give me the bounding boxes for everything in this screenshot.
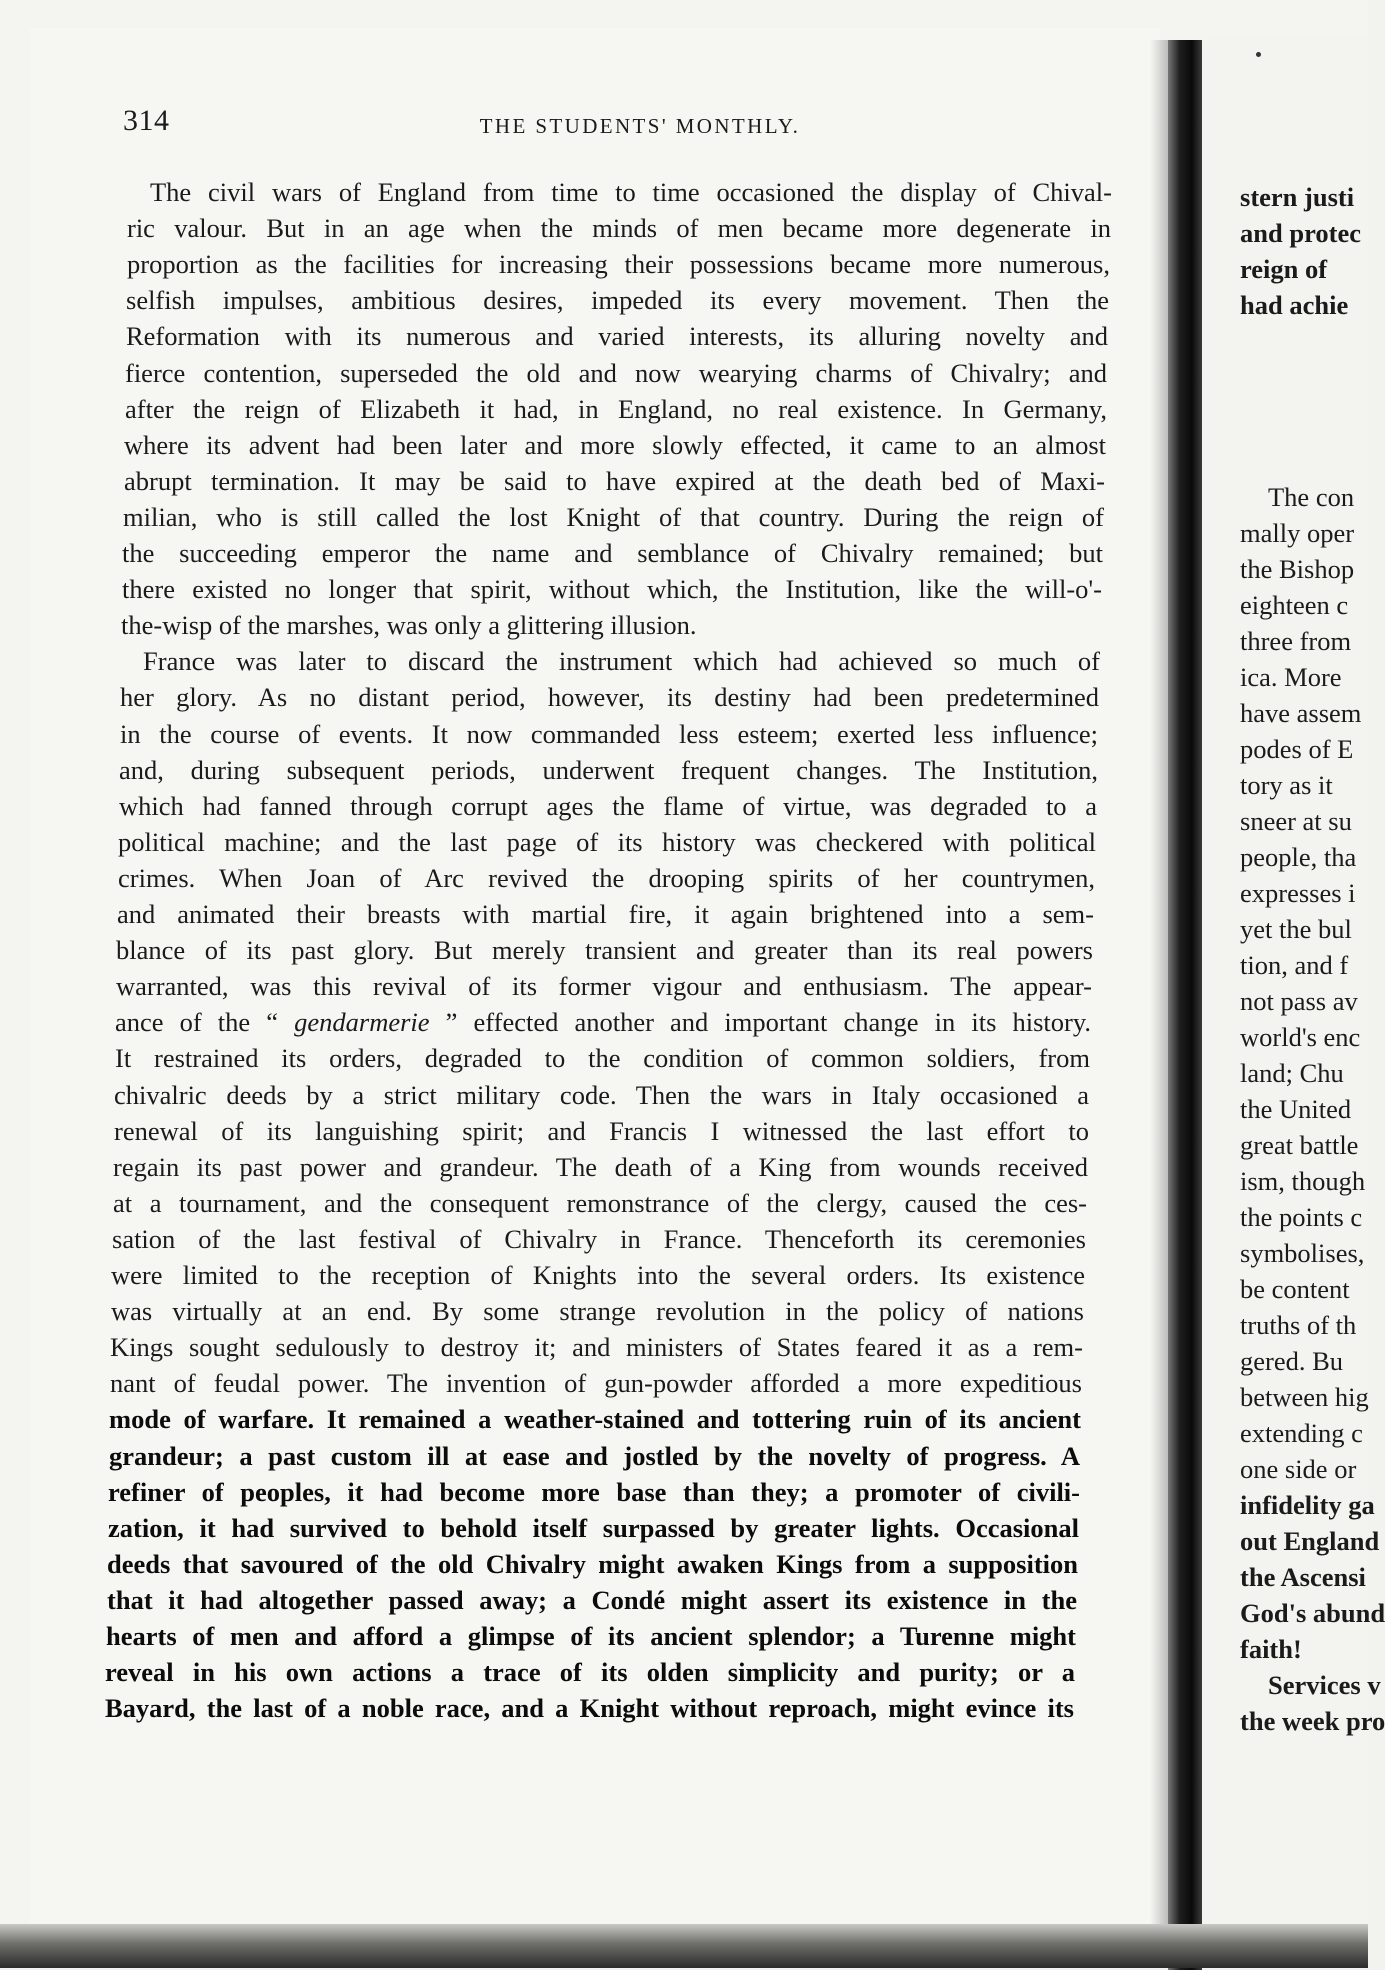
scan-bottom-edge <box>0 1924 1368 1968</box>
text-line: her glory. As no distant period, however, its destiny had been predetermined <box>120 682 1099 712</box>
text-line-fragment: mally oper <box>1240 518 1355 548</box>
text-line: political machine; and the last page of its history was checkered with political <box>118 827 1096 857</box>
running-head: THE STUDENTS' MONTHLY. <box>479 114 801 138</box>
text-line: the succeeding emperor the name and semblance of Chivalry remained; but <box>122 538 1103 568</box>
text-line-fragment: faith! <box>1240 1634 1302 1664</box>
text-line: and animated their breasts with martial fire, it again brightened into a sem- <box>117 899 1094 929</box>
text-line: It restrained its orders, degraded to the condition of common soldiers, from <box>115 1043 1090 1073</box>
text-line: chivalric deeds by a strict military code. Then the wars in Italy occasioned a <box>114 1080 1089 1110</box>
text-line: the-wisp of the marshes, was only a glittering illusion. <box>121 610 697 640</box>
text-line: hearts of men and afford a glimpse of its ancient splendor; a Turenne might <box>106 1621 1076 1651</box>
text-line-fragment: the United <box>1240 1094 1352 1124</box>
text-line-fragment: between hig <box>1240 1382 1369 1412</box>
text-line-fragment: yet the bul <box>1240 914 1352 944</box>
text-line: that it had altogether passed away; a Condé might assert its existence in the <box>107 1585 1077 1615</box>
text-line-fragment: world's enc <box>1240 1022 1361 1052</box>
text-line-fragment: had achie <box>1240 290 1349 320</box>
text-line-fragment: the Ascensi <box>1240 1562 1366 1592</box>
text-line: crimes. When Joan of Arc revived the drooping spirits of her countrymen, <box>118 863 1095 893</box>
text-line-fragment: The con <box>1268 482 1355 512</box>
text-line-fragment: land; Chu <box>1240 1058 1344 1088</box>
text-line: where its advent had been later and more slowly effected, it came to an almost <box>124 430 1106 460</box>
text-line: zation, it had survived to behold itself surpassed by greater lights. Occasional <box>108 1513 1079 1543</box>
text-line: Kings sought sedulously to destroy it; and ministers of States feared it as a rem- <box>110 1332 1083 1362</box>
text-line-fragment: out England <box>1240 1526 1380 1556</box>
text-line-fragment: have assem <box>1240 698 1362 728</box>
text-line: was virtually at an end. By some strange revolution in the policy of nations <box>111 1296 1084 1326</box>
text-line-fragment: and protec <box>1240 218 1361 248</box>
text-line-fragment: symbolises, <box>1240 1238 1365 1268</box>
text-line-fragment: ism, though <box>1240 1166 1366 1196</box>
scan-speck <box>1256 52 1261 57</box>
text-line: regain its past power and grandeur. The death of a King from wounds received <box>113 1152 1088 1182</box>
text-line: were limited to the reception of Knights into the several orders. Its existence <box>111 1260 1085 1290</box>
text-line-fragment: the week pro <box>1240 1706 1385 1736</box>
text-line: proportion as the facilities for increasing their possessions became more numerous, <box>127 249 1110 279</box>
text-line: after the reign of Elizabeth it had, in England, no real existence. In Germany, <box>125 394 1107 424</box>
text-line-fragment: truths of th <box>1240 1310 1357 1340</box>
text-line: nant of feudal power. The invention of gun-powder afforded a more expeditious <box>110 1368 1082 1398</box>
text-line: abrupt termination. It may be said to have expired at the death bed of Maxi- <box>124 466 1105 496</box>
text-line: reveal in his own actions a trace of its olden simplicity and purity; or a <box>105 1657 1075 1687</box>
text-line: refiner of peoples, it had become more base than they; a promoter of civili- <box>108 1477 1080 1507</box>
text-line-fragment: stern justi <box>1240 182 1355 212</box>
text-line: ric valour. But in an age when the minds of men became more degenerate in <box>127 213 1111 243</box>
text-line-fragment: sneer at su <box>1240 806 1352 836</box>
text-line: Bayard, the last of a noble race, and a Knight without reproach, might evince its <box>105 1693 1074 1723</box>
text-line-fragment: extending c <box>1240 1418 1363 1448</box>
text-line: at a tournament, and the consequent remonstrance of the clergy, caused the ces- <box>113 1188 1087 1218</box>
text-line-fragment: great battle <box>1240 1130 1359 1160</box>
text-line-fragment: eighteen c <box>1240 590 1349 620</box>
text-line: milian, who is still called the lost Knight of that country. During the reign of <box>123 502 1104 532</box>
text-line: and, during subsequent periods, underwent frequent changes. The Institution, <box>119 755 1098 785</box>
text-line-fragment: people, tha <box>1240 842 1357 872</box>
text-line: which had fanned through corrupt ages the flame of virtue, was degraded to a <box>119 791 1097 821</box>
right-page <box>1202 34 1385 1934</box>
text-line: mode of warfare. It remained a weather-stained and tottering ruin of its ancient <box>109 1404 1081 1434</box>
text-line: Reformation with its numerous and varied interests, its alluring novelty and <box>126 321 1108 351</box>
text-line: deeds that savoured of the old Chivalry might awaken Kings from a supposition <box>107 1549 1078 1579</box>
text-line: fierce contention, superseded the old and now wearying charms of Chivalry; and <box>125 358 1107 388</box>
text-line-fragment: the points c <box>1240 1202 1363 1232</box>
text-line: blance of its past glory. But merely transient and greater than its real powers <box>116 935 1093 965</box>
text-line: there existed no longer that spirit, without which, the Institution, like the will-o'- <box>122 574 1102 604</box>
text-line-fragment: God's abund <box>1240 1598 1385 1628</box>
text-line-fragment: the Bishop <box>1240 554 1355 584</box>
text-line: renewal of its languishing spirit; and Francis I witnessed the last effort to <box>114 1116 1089 1146</box>
text-line-fragment: ica. More <box>1240 662 1342 692</box>
text-line-fragment: podes of E <box>1240 734 1354 764</box>
text-line-fragment: not pass av <box>1240 986 1358 1016</box>
text-line-fragment: one side or <box>1240 1454 1357 1484</box>
text-line-fragment: be content <box>1240 1274 1350 1304</box>
text-line: warranted, was this revival of its former vigour and enthusiasm. The appear- <box>116 971 1092 1001</box>
text-line-fragment: expresses i <box>1240 878 1356 908</box>
text-line-fragment: three from <box>1240 626 1352 656</box>
text-line-fragment: Services v <box>1268 1670 1381 1700</box>
text-line-fragment: reign of <box>1240 254 1328 284</box>
text-line: sation of the last festival of Chivalry in France. Thenceforth its ceremonies <box>112 1224 1086 1254</box>
text-line-fragment: tory as it <box>1240 770 1333 800</box>
text-line: grandeur; a past custom ill at ease and jostled by the novelty of progress. A <box>109 1441 1080 1471</box>
text-line-fragment: tion, and f <box>1240 950 1349 980</box>
text-line: ance of the “ gendarmerie ” effected another and important change in its history. <box>115 1007 1091 1037</box>
text-line-fragment: infidelity ga <box>1240 1490 1375 1520</box>
text-line: in the course of events. It now commanded less esteem; exerted less influence; <box>120 719 1098 749</box>
book-gutter <box>1168 40 1202 1970</box>
page-curl-shadow <box>1150 40 1170 1940</box>
text-line: France was later to discard the instrument which had achieved so much of <box>143 646 1100 676</box>
text-line: selfish impulses, ambitious desires, impeded its every movement. Then the <box>126 285 1109 315</box>
text-line: The civil wars of England from time to time occasioned the display of Chival- <box>150 177 1112 207</box>
text-line-fragment: gered. Bu <box>1240 1346 1344 1376</box>
page-number: 314 <box>123 104 170 137</box>
